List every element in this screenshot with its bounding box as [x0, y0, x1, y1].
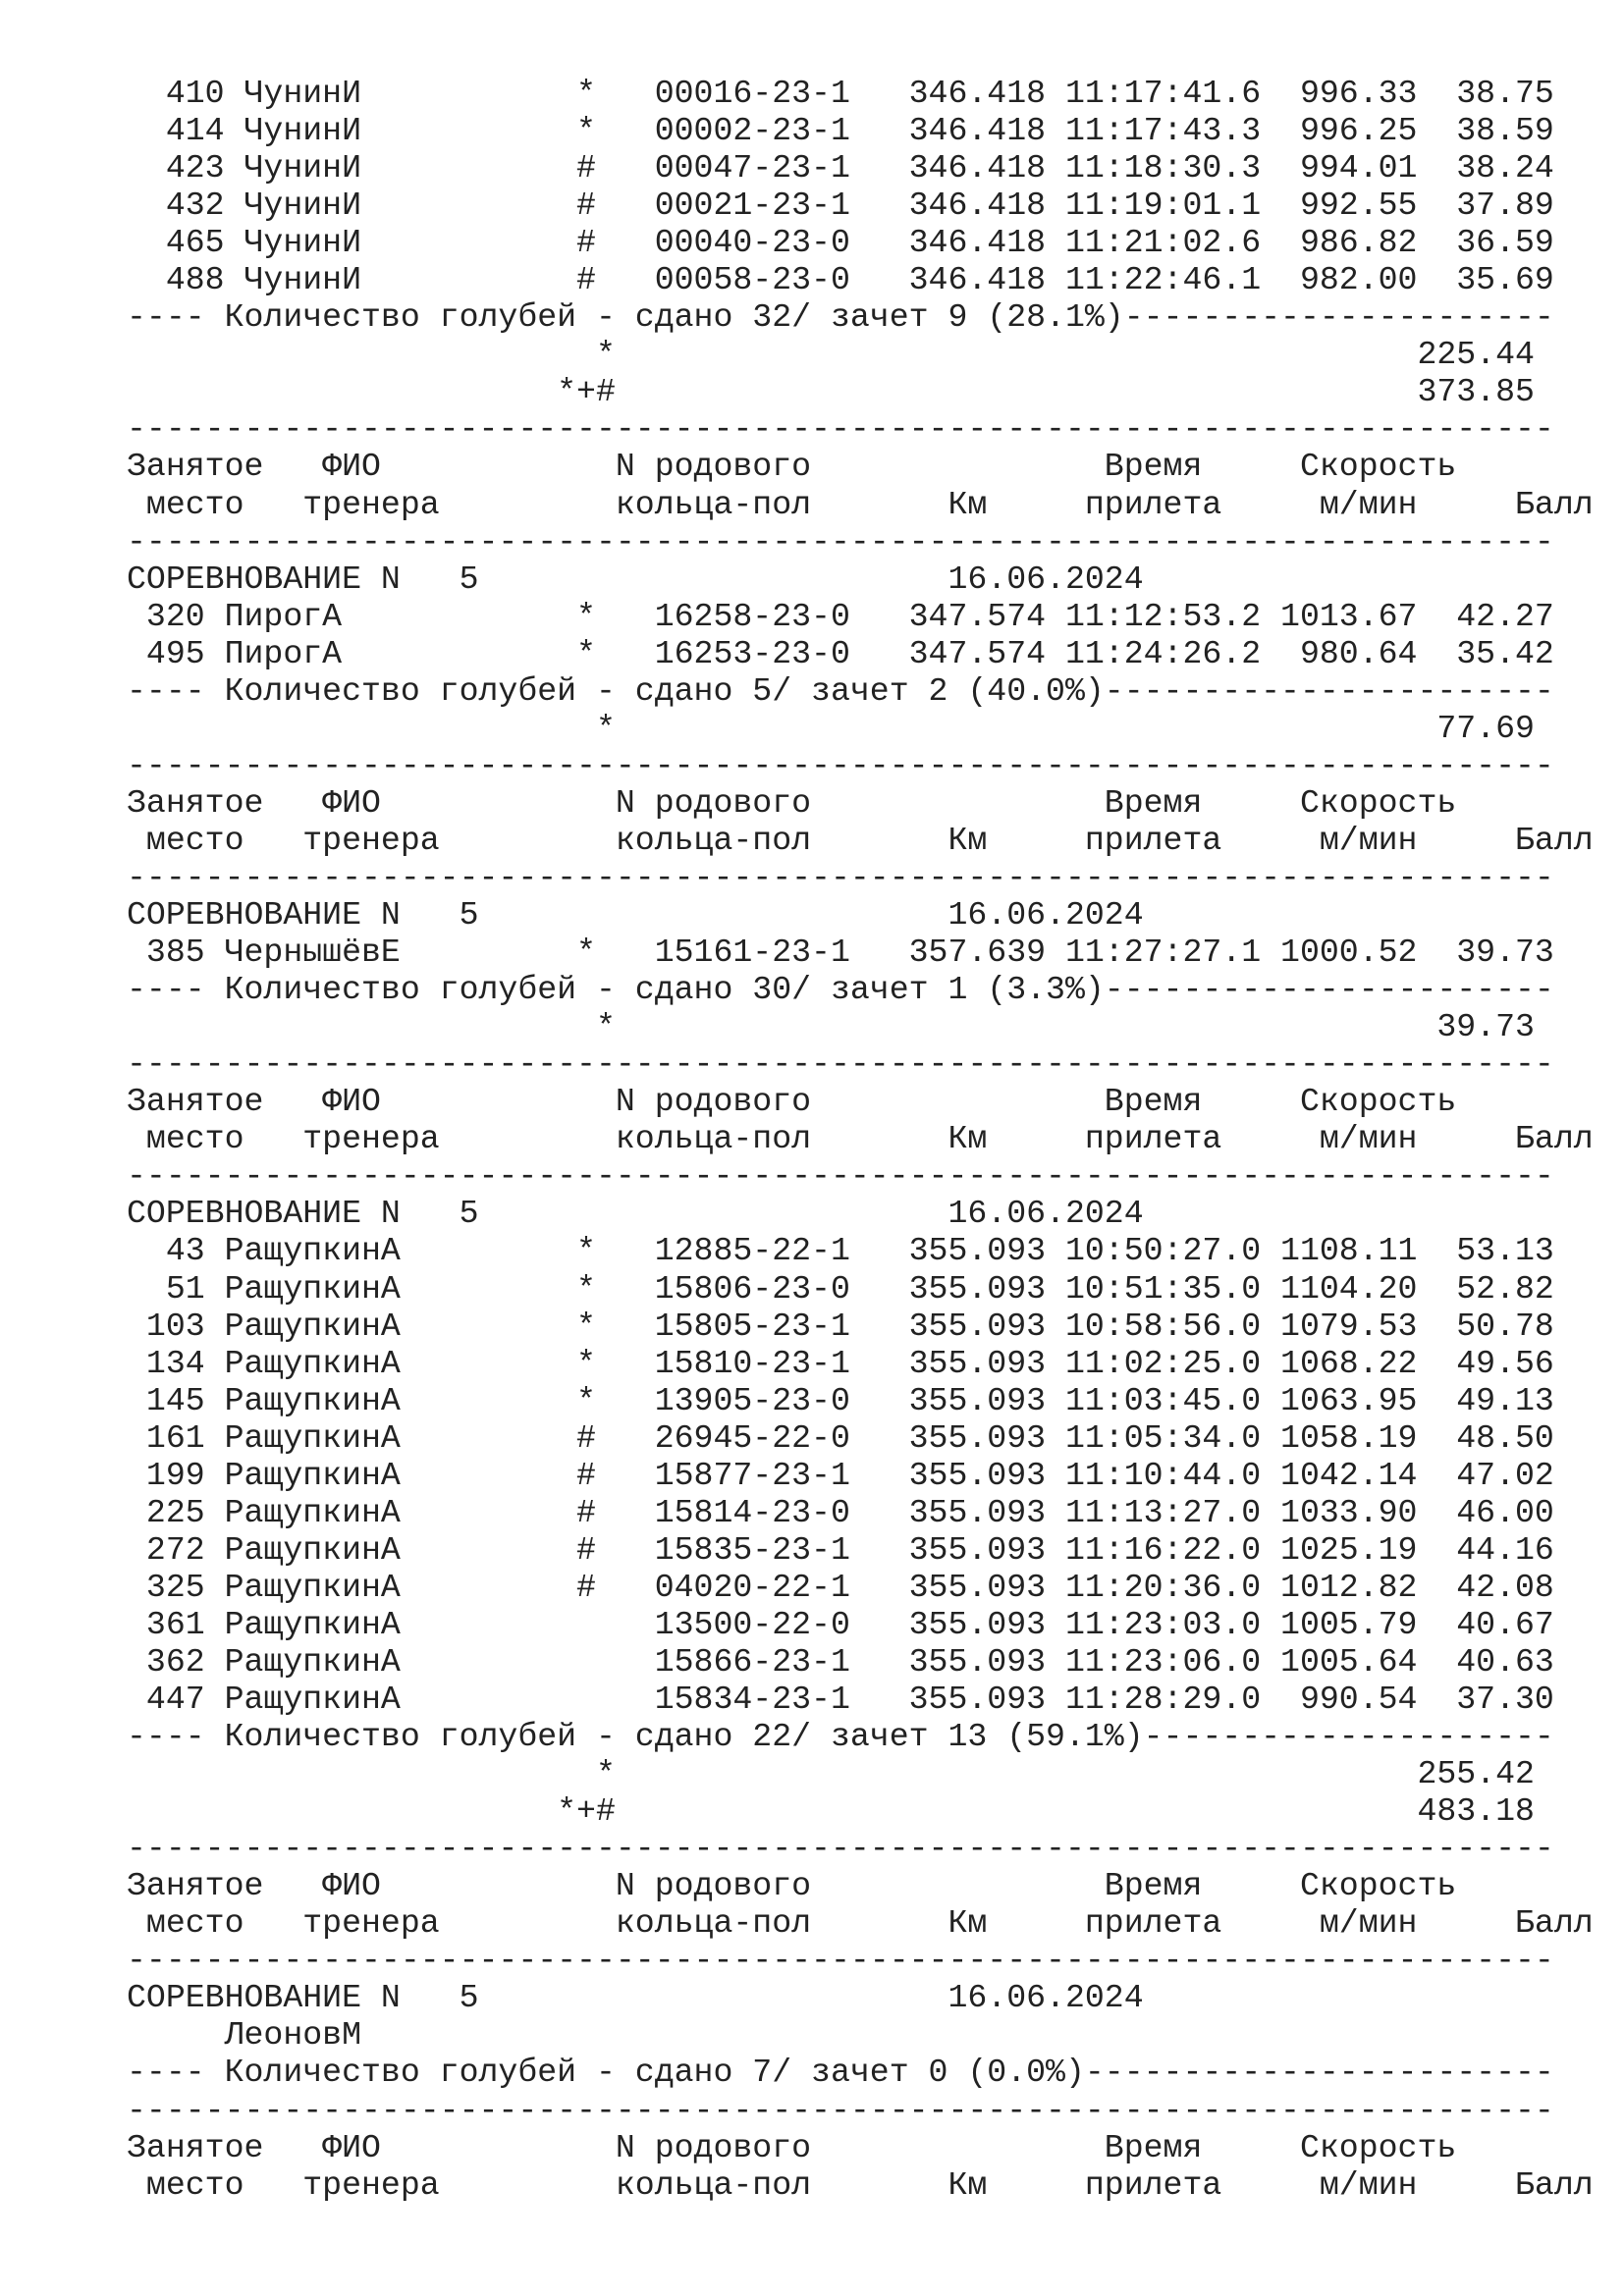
report-line: * 225.44: [127, 336, 1535, 374]
report-line: СОРЕВНОВАНИЕ N 5 16.06.2024: [127, 1195, 1144, 1233]
report-line: Занятое ФИО N родового Время Скорость: [127, 1083, 1457, 1121]
report-line: место тренера кольца-пол Км прилета м/мин Балл: [127, 2165, 1594, 2204]
report-line: * 77.69: [127, 709, 1535, 747]
report-line: *+# 483.18: [127, 1792, 1535, 1831]
report-line: -------------------------------------------------------------------------: [127, 858, 1554, 896]
report-line: 272 РащупкинА # 15835-23-1 355.093 11:16:22.0 1025.19 44.16: [127, 1530, 1554, 1569]
report-line: СОРЕВНОВАНИЕ N 5 16.06.2024: [127, 560, 1144, 598]
report-line: -------------------------------------------------------------------------: [127, 1830, 1554, 1868]
report-line: ---- Количество голубей - сдано 30/ зачет 1 (3.3%)-----------------------: [127, 971, 1554, 1009]
report-line: 134 РащупкинА * 15810-23-1 355.093 11:02:25.0 1068.22 49.56: [127, 1344, 1554, 1382]
report-line: Занятое ФИО N родового Время Скорость: [127, 448, 1457, 486]
report-line: 410 ЧунинИ * 00016-23-1 346.418 11:17:41.6 996.33 38.75: [127, 75, 1554, 112]
report-line: 103 РащупкинА * 15805-23-1 355.093 10:58:56.0 1079.53 50.78: [127, 1307, 1554, 1345]
report-line: ---- Количество голубей - сдано 22/ зачет 13 (59.1%)---------------------: [127, 1718, 1554, 1756]
report-line: ---- Количество голубей - сдано 5/ зачет 2 (40.0%)-----------------------: [127, 671, 1554, 710]
report-line: Занятое ФИО N родового Время Скорость: [127, 783, 1457, 822]
report-line: 362 РащупкинА 15866-23-1 355.093 11:23:06.0 1005.64 40.63: [127, 1642, 1554, 1681]
report-line: -------------------------------------------------------------------------: [127, 1157, 1554, 1196]
report-line: 432 ЧунинИ # 00021-23-1 346.418 11:19:01.1 992.55 37.89: [127, 187, 1554, 225]
report-line: -------------------------------------------------------------------------: [127, 522, 1554, 561]
report-line: ---- Количество голубей - сдано 32/ зачет 9 (28.1%)----------------------: [127, 298, 1554, 337]
report-line: -------------------------------------------------------------------------: [127, 1942, 1554, 1980]
report-line: ЛеоновМ: [127, 2016, 361, 2055]
report-line: 161 РащупкинА # 26945-22-0 355.093 11:05:34.0 1058.19 48.50: [127, 1418, 1554, 1457]
report-line: 465 ЧунинИ # 00040-23-0 346.418 11:21:02.6 986.82 36.59: [127, 224, 1554, 262]
report-line: 447 РащупкинА 15834-23-1 355.093 11:28:29.0 990.54 37.30: [127, 1681, 1554, 1719]
report-line: -------------------------------------------------------------------------: [127, 746, 1554, 784]
results-report: [127, 75, 1594, 2204]
report-line: 51 РащупкинА * 15806-23-0 355.093 10:51:35.0 1104.20 52.82: [127, 1269, 1554, 1308]
report-line: 225 РащупкинА # 15814-23-0 355.093 11:13:27.0 1033.90 46.00: [127, 1493, 1554, 1531]
report-line: *+# 373.85: [127, 373, 1535, 411]
report-line: * 39.73: [127, 1008, 1535, 1046]
report-line: Занятое ФИО N родового Время Скорость: [127, 1867, 1457, 1905]
report-line: ---- Количество голубей - сдано 7/ зачет 0 (0.0%)------------------------: [127, 2054, 1554, 2092]
report-line: 361 РащупкинА 13500-22-0 355.093 11:23:03.0 1005.79 40.67: [127, 1605, 1554, 1643]
report-line: место тренера кольца-пол Км прилета м/мин Балл: [127, 1904, 1594, 1943]
report-line: 43 РащупкинА * 12885-22-1 355.093 10:50:27.0 1108.11 53.13: [127, 1232, 1554, 1270]
report-line: 423 ЧунинИ # 00047-23-1 346.418 11:18:30.3 994.01 38.24: [127, 149, 1554, 187]
report-line: 145 РащупкинА * 13905-23-0 355.093 11:03:45.0 1063.95 49.13: [127, 1381, 1554, 1419]
report-line: место тренера кольца-пол Км прилета м/мин Балл: [127, 485, 1594, 523]
report-line: -------------------------------------------------------------------------: [127, 1045, 1554, 1084]
report-line: 320 ПирогА * 16258-23-0 347.574 11:12:53.2 1013.67 42.27: [127, 597, 1554, 635]
report-line: 325 РащупкинА # 04020-22-1 355.093 11:20:36.0 1012.82 42.08: [127, 1568, 1554, 1606]
report-line: -------------------------------------------------------------------------: [127, 2091, 1554, 2129]
report-line: 488 ЧунинИ # 00058-23-0 346.418 11:22:46.1 982.00 35.69: [127, 261, 1554, 299]
report-line: СОРЕВНОВАНИЕ N 5 16.06.2024: [127, 896, 1144, 934]
report-line: СОРЕВНОВАНИЕ N 5 16.06.2024: [127, 1979, 1144, 2017]
report-line: 199 РащупкинА # 15877-23-1 355.093 11:10:44.0 1042.14 47.02: [127, 1456, 1554, 1494]
report-line: 414 ЧунинИ * 00002-23-1 346.418 11:17:43.3 996.25 38.59: [127, 112, 1554, 150]
report-line: место тренера кольца-пол Км прилета м/мин Балл: [127, 821, 1594, 859]
report-line: 495 ПирогА * 16253-23-0 347.574 11:24:26.2 980.64 35.42: [127, 634, 1554, 672]
report-line: место тренера кольца-пол Км прилета м/мин Балл: [127, 1120, 1594, 1158]
report-line: Занятое ФИО N родового Время Скорость: [127, 2128, 1457, 2166]
report-line: * 255.42: [127, 1755, 1535, 1793]
report-line: -------------------------------------------------------------------------: [127, 410, 1554, 449]
report-line: 385 ЧернышёвЕ * 15161-23-1 357.639 11:27:27.1 1000.52 39.73: [127, 934, 1554, 972]
